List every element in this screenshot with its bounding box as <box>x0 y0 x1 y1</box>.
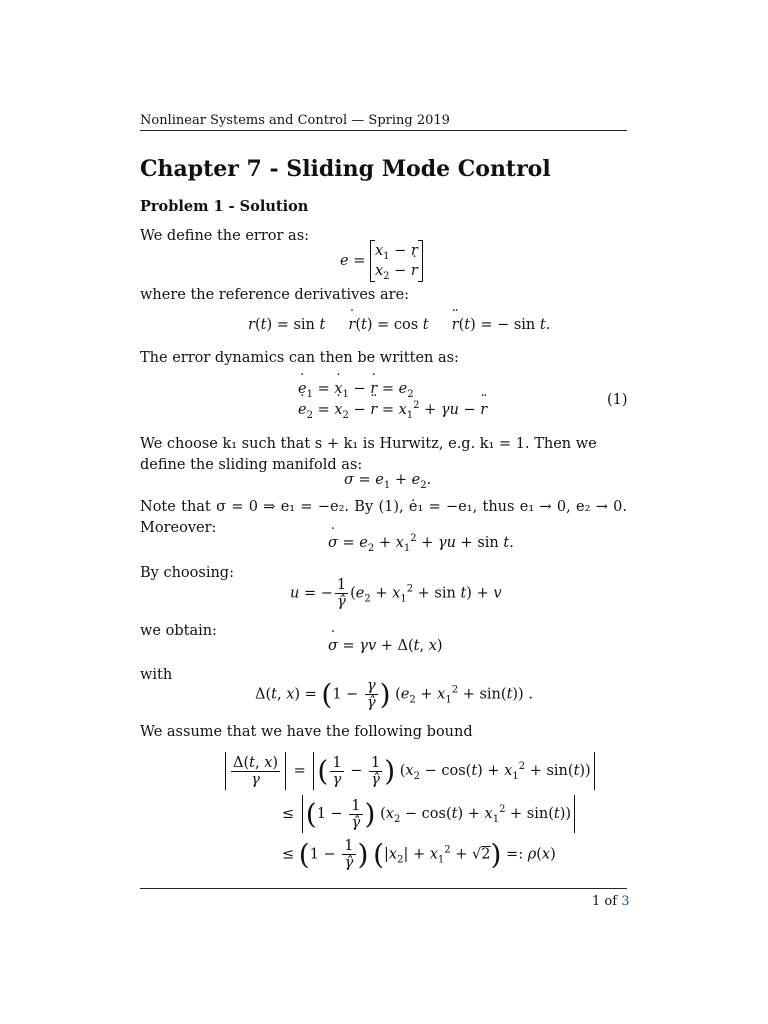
page-number-prefix: 1 of <box>592 894 622 909</box>
paragraph-by-choosing: By choosing: <box>140 565 234 581</box>
chapter-title: Chapter 7 - Sliding Mode Control <box>140 156 551 182</box>
equation-sigma: $\sigma = e_1 + e_2$. <box>344 472 432 491</box>
paragraph-note: Note that σ = 0 ⇒ e₁ = −e₂. By (1), ė₁ = −e₁, thus e₁ → 0, e₂ → 0. Moreover: <box>140 499 627 536</box>
paragraph-bound: We assume that we have the following bound <box>140 724 473 740</box>
equation-delta: Δ(t, x) = (1 − $\frac{\gamma}{\gammâ}$ ) $(e_2 + x_1^2 + \sin(t))$ . <box>255 678 533 711</box>
header-rule <box>140 130 627 131</box>
footer-rule <box>140 888 627 889</box>
equation-bound-line-2: ≤ (1 − $\frac{1}{\gammâ}$ ) $(x_2 - \cos(t) + x_1^2 + \sin(t))$ <box>282 795 578 833</box>
equation-error-dynamics-2: e $˙_2 = x$ $˙_2 - r$ ¨ = $x_1^2 + \gamma u - r$ ¨ <box>298 402 487 418</box>
paragraph-define-error: We define the error as: <box>140 228 310 244</box>
running-header: Nonlinear Systems and Control — Spring 2019 <box>140 113 450 128</box>
paragraph-sliding-manifold: We choose k₁ such that s + k₁ is Hurwitz, e.g. k₁ = 1. Then we define the sliding manifold as: <box>140 436 597 473</box>
equation-sigma-dot-closed: σ ˙ = γv + Δ(t, x) <box>328 638 443 654</box>
equation-error-vector: e = $x_1 - r$ $x_2 - r$ ˙ <box>340 240 423 282</box>
paragraph-error-dynamics: The error dynamics can then be written as: <box>140 350 459 366</box>
problem-title: Problem 1 - Solution <box>140 198 309 215</box>
equation-bound-line-3: ≤ (1 − $\frac{1}{\gammâ}$ ) $(|x_2| + x_1^2 + √2)$ =: ρ(x) <box>282 838 556 871</box>
equation-reference: r(t) = sin t r ˙(t) = cos t r ¨(t) = − sin t. <box>248 317 550 333</box>
page-number <box>592 894 629 909</box>
paragraph-with: with <box>140 667 173 683</box>
paragraph-we-obtain: we obtain: <box>140 623 217 639</box>
equation-bound-line-1: $\frac{\Delta(t, x)}{\gamma}$ = ( $\frac{1}{\gamma}$ − $\frac{1}{\gammâ}$ ) $(x_2 - \cos(t) + x_1^2 + \sin(t))$ <box>222 752 598 790</box>
equation-number-1: (1) <box>607 392 628 408</box>
paragraph-reference-derivatives: where the reference derivatives are: <box>140 287 410 303</box>
equation-sigma-dot: σ ˙ = $e_2 + x_1^2 + \gamma u + \sin t$. <box>328 535 514 551</box>
equation-control-u: u = − $\frac{1}{\gammâ}$ $(e_2 + x_1^2 + \sin t) + v$ <box>290 577 502 610</box>
page-total-link[interactable]: 3 <box>621 894 630 909</box>
equation-error-dynamics-1: e $˙_1 = x$ $˙_1 - r$ ˙ = $e_2$ <box>298 381 414 397</box>
